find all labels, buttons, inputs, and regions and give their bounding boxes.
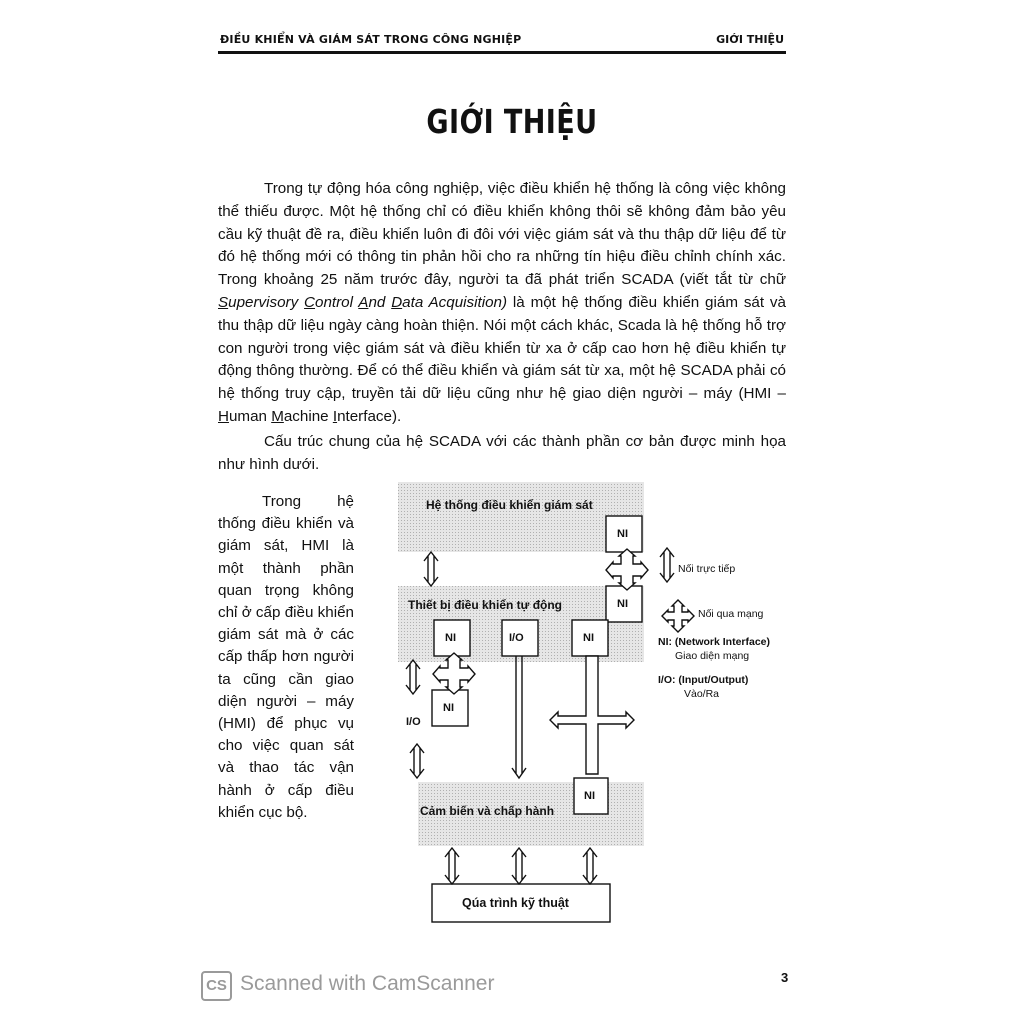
camscanner-text: Scanned with CamScanner	[240, 972, 495, 995]
legend-direct: Nối trực tiếp	[678, 563, 736, 575]
ni-label: NI	[584, 790, 595, 802]
running-head	[218, 33, 786, 51]
legend-ni-vietnamese: Giao diện mạng	[675, 650, 750, 662]
acronym-word: nterface).	[337, 407, 402, 425]
label-sensors: Cảm biến và chấp hành	[420, 804, 555, 818]
label-supervisory: Hệ thống điều khiển giám sát	[426, 498, 593, 512]
side-paragraph	[218, 491, 354, 824]
acronym-letter: H	[218, 407, 229, 425]
header-rule	[218, 51, 786, 54]
ni-label: NI	[443, 702, 454, 714]
acronym-letter: A	[358, 293, 369, 311]
paragraph-structure: Cấu trúc chung của hệ SCADA với các thành phần cơ bản được minh họa như hình dưới.	[218, 432, 786, 473]
acronym-word: nd	[368, 293, 392, 311]
scada-expansion	[218, 294, 507, 311]
ni-label: NI	[583, 632, 594, 644]
label-controllers: Thiết bị điều khiển tự động	[408, 598, 563, 612]
acronym-word: ata Acquisition)	[402, 293, 508, 311]
acronym-word: ontrol	[315, 293, 359, 311]
acronym-word: uman	[228, 407, 272, 425]
label-process: Qúa trình kỹ thuật	[462, 896, 569, 910]
legend-io-definition: I/O: (Input/Output)	[658, 674, 749, 686]
acronym-letter: I	[332, 407, 338, 425]
page-title: GIỚI THIỆU	[426, 102, 598, 141]
paragraph-text: Trong tự động hóa công nghiệp, việc điều khiển hệ thống là công việc không thể thiếu được. Một hệ thống chỉ có điều khiển không thôi sẽ không đảm bảo yêu cầu kỹ thuật đề ra, điều khiển luôn đi đôi với việc giám sát và thu thập dữ liệu để từ đó hệ thống mới có thông tin phản hồi cho ra những tín hiệu điều chỉnh chính xác. Trong khoảng 25 năm trước đây, người ta đã phát triển SCADA (viết tắt từ chữ	[218, 180, 786, 289]
acronym-letter: C	[304, 293, 316, 311]
ni-label: NI	[617, 528, 628, 540]
side-paragraph-text: Trong hệ thống điều khiển và giám sát, HMI là một thành phần quan trọng không chỉ ở cấp điều khiển giám sát mà ở các cấp thấp hơn người ta cũng cần giao diện người – máy (HMI) để phục vụ cho việc quan sát và thao tác vận hành ở cấp điều khiển cục bộ.	[218, 493, 354, 821]
legend-network: Nối qua mạng	[698, 608, 764, 620]
ni-label: NI	[617, 598, 628, 610]
legend-ni-definition: NI: (Network Interface)	[658, 636, 771, 648]
acronym-letter: D	[391, 293, 403, 311]
acronym-word: achine	[283, 407, 333, 425]
scada-diagram	[392, 478, 792, 932]
acronym-word: upervisory	[228, 293, 305, 311]
ni-label: NI	[445, 632, 456, 644]
paragraph-text: là một hệ thống điều khiển giám sát và thu thập dữ liệu ngày càng hoàn thiện. Nói một cách khác, Scada là hệ thống hỗ trợ con người trong việc giám sát và điều khiển từ xa ở cấp cao hơn hệ điều khiển tự động thông thường. Để có thể điều khiển và giám sát từ xa, một hệ SCADA phải có hệ thống truy cập, truyền tải dữ liệu cũng như hệ giao diện người – máy (HMI –	[218, 293, 786, 403]
legend-io-vietnamese: Vào/Ra	[684, 688, 720, 700]
running-head-right: GIỚI THIỆU	[716, 33, 784, 46]
acronym-letter: S	[218, 293, 229, 311]
paragraph-scada-intro	[218, 178, 786, 429]
camscanner-logo: CS	[201, 971, 232, 1001]
io-label: I/O	[406, 716, 421, 728]
acronym-letter: M	[271, 407, 284, 425]
io-label: I/O	[509, 632, 524, 644]
running-head-left: ĐIỀU KHIỂN VÀ GIÁM SÁT TRONG CÔNG NGHIỆP	[220, 33, 522, 46]
page-number: 3	[781, 970, 789, 985]
intro-text	[218, 178, 786, 476]
